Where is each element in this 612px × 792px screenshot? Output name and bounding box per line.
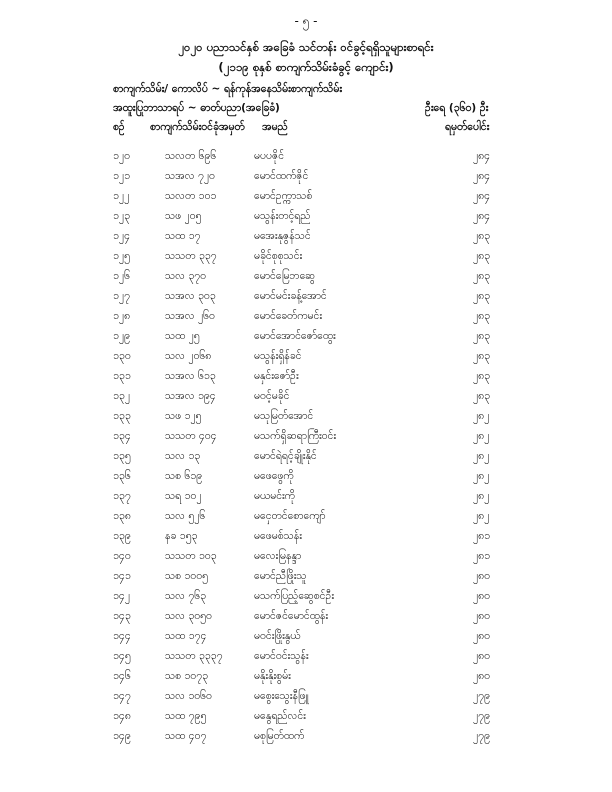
student-name: မောင်ဇင်မောင်ထွန်း [254, 610, 329, 622]
roll-number: သလ ၃၀၅၀ [165, 610, 212, 622]
page-number: - ၅ - [294, 14, 318, 28]
student-name: မောင်ခေတ်ကမင်း [254, 310, 323, 322]
roll-number: သထ ၇၉၅ [165, 710, 207, 722]
table-row [0, 450, 612, 470]
table-row [0, 550, 612, 570]
total-marks: ၂၇၉ [473, 690, 490, 702]
roll-number: သအလ ၂၆၀ [165, 310, 215, 322]
row-number: ၁၄၇ [113, 690, 131, 702]
row-number: ၁၂၄ [113, 230, 130, 242]
total-marks: ၂၈၂ [473, 450, 490, 462]
table-row [0, 170, 612, 190]
row-number: ၁၄၃ [113, 610, 131, 622]
column-header-marks: ရမှတ်ပေါင်း [445, 121, 490, 133]
student-name: မစုမြတ်ထက် [254, 730, 305, 742]
total-marks: ၂၈၃ [473, 310, 491, 322]
table-row [0, 570, 612, 590]
table-row [0, 310, 612, 330]
roll-number: သသတ ၃၃၇ [165, 250, 217, 262]
table-row [0, 230, 612, 250]
table-row [0, 290, 612, 310]
results-list [0, 150, 612, 750]
total-marks: ၂၈၀ [473, 630, 491, 642]
total-marks: ၂၈၂ [473, 510, 490, 522]
roll-number: သအလ ၁၉၄ [165, 390, 216, 402]
total-marks: ၂၈၀ [473, 570, 491, 582]
row-number: ၁၂၆ [113, 270, 130, 282]
table-row [0, 390, 612, 410]
student-name: မသက်ပြည့်ဆွေစင်ဦး [254, 590, 334, 602]
row-number: ၁၄၁ [113, 570, 131, 582]
total-marks: ၂၈၀ [473, 610, 491, 622]
total-marks: ၂၈၂ [473, 470, 490, 482]
total-marks: ၂၈၂ [473, 430, 490, 442]
total-marks: ၂၈၃ [473, 350, 491, 362]
table-row [0, 250, 612, 270]
row-number: ၁၃၅ [113, 450, 131, 462]
roll-number: သလ ၇၆၃ [165, 590, 207, 602]
row-number: ၁၃၆ [113, 470, 131, 482]
total-marks: ၂၈၂ [473, 410, 490, 422]
total-marks: ၂၈၄ [473, 150, 491, 162]
row-number: ၁၄၂ [113, 590, 130, 602]
total-marks: ၂၈၃ [473, 370, 491, 382]
column-header-name: အမည် [262, 121, 288, 133]
total-marks: ၂၈၃ [473, 270, 491, 282]
row-number: ၁၂၉ [113, 330, 130, 342]
student-name: မောင်မြေဘဆွေ [254, 270, 316, 282]
roll-number: သရ ၁၀၂ [165, 490, 202, 502]
roll-number: သဖ ၂၀၅ [165, 210, 202, 222]
table-row [0, 730, 612, 750]
student-name: မပပဇိုင် [254, 150, 285, 162]
row-number: ၁၂၈ [113, 310, 131, 322]
student-name: မငှေတင်စောကျော် [254, 510, 326, 522]
row-number: ၁၃၂ [113, 390, 130, 402]
total-marks: ၂၈၄ [473, 170, 491, 182]
table-row [0, 510, 612, 530]
student-name: မသုမြတ်အောင် [254, 410, 314, 422]
roll-number: သသတ ၃၃၃၇ [165, 650, 223, 662]
row-number: ၁၂၂ [113, 190, 130, 202]
roll-number: သအလ ၃၀၃ [165, 290, 216, 302]
total-marks: ၂၈၃ [473, 290, 491, 302]
row-number: ၁၂၁ [113, 170, 130, 182]
total-marks: ၂၇၉ [473, 730, 490, 742]
table-row [0, 270, 612, 290]
table-row [0, 650, 612, 670]
total-marks: ၂၈၀ [473, 590, 491, 602]
table-row [0, 150, 612, 170]
student-name: မအေးနုဇွန်သင် [254, 230, 311, 242]
row-number: ၁၂၇ [113, 290, 130, 302]
total-marks: ၂၈၄ [473, 190, 491, 202]
table-row [0, 490, 612, 510]
student-name: မောင်ထက်ဇိုင် [254, 170, 309, 182]
roll-number: နခ ၁၅၃ [165, 530, 198, 542]
table-row [0, 470, 612, 490]
row-number: ၁၄၉ [113, 730, 131, 742]
student-name: မနှင်းဇော်ဦး [254, 370, 299, 382]
student-name: မသွန်းရှိန်ခင် [254, 350, 302, 362]
row-number: ၁၃၁ [113, 370, 131, 382]
table-row [0, 530, 612, 550]
row-number: ၁၄၈ [113, 710, 131, 722]
row-number: ၁၂၅ [113, 250, 130, 262]
school-line: စာကျက်သိမ်း/ ကောလိပ် ~ ရန်ကုန်အနေသိမ်းစာကျက်သိမ်း [113, 83, 342, 95]
roll-number: သလတ ၁၀၁ [165, 190, 217, 202]
table-row [0, 710, 612, 730]
table-row [0, 590, 612, 610]
roll-number: သလ ၂၀၆၈ [165, 350, 212, 362]
student-name: မခိုင်စုစုသင်း [254, 250, 303, 262]
total-marks: ၂၈၃ [473, 230, 491, 242]
table-row [0, 210, 612, 230]
total-marks: ၂၇၉ [473, 710, 490, 722]
student-name: မနွေရည်လင်း [254, 710, 306, 722]
table-row [0, 670, 612, 690]
student-name: မဖေမစ်သန်း [254, 530, 302, 542]
roll-number: သစ ၁၀၇၃ [165, 670, 209, 682]
roll-number: သသတ ၁၀၃ [165, 550, 217, 562]
table-row [0, 430, 612, 450]
row-number: ၁၄၄ [113, 630, 131, 642]
student-name: မစွေးသွေးနီဖြူ [254, 690, 309, 702]
row-number: ၁၂၀ [113, 150, 130, 162]
roll-number: သအလ ၆၁၃ [165, 370, 216, 382]
roll-number: သထ ၁၇ [165, 230, 201, 242]
table-row [0, 630, 612, 650]
student-name: မဝင့်မခိုင် [254, 390, 290, 402]
row-number: ၁၃၈ [113, 510, 131, 522]
roll-number: သထ ၄၀၇ [165, 730, 207, 742]
roll-number: သအလ ၇၂၀ [165, 170, 215, 182]
table-row [0, 370, 612, 390]
student-name: မောင်ဝင်းသွန်း [254, 650, 309, 662]
row-number: ၁၂၃ [113, 210, 130, 222]
student-name: မောင်မင်းခန့်အောင် [254, 290, 327, 302]
table-row [0, 610, 612, 630]
student-name: မနိုးနိုးစွမ်း [254, 670, 291, 682]
table-row [0, 330, 612, 350]
total-marks: ၂၈၃ [473, 330, 491, 342]
student-name: မောင်အောင်ဇော်ထွေး [254, 330, 336, 342]
table-row [0, 690, 612, 710]
total-marks: ၂၈၃ [473, 390, 491, 402]
roll-number: သထ ၂၅ [165, 330, 200, 342]
roll-number: သစ ၆၁၉ [165, 470, 203, 482]
row-number: ၁၃၇ [113, 490, 131, 502]
total-marks: ၂၈၁ [473, 530, 491, 542]
student-name: မဝင်းဖြိုးနွယ် [254, 630, 301, 642]
student-name: မသက်ရှိဆရာကြီးဝင်း [254, 430, 337, 442]
student-name: မဖေဖွေကို [254, 470, 294, 482]
student-name: မောင်ရဲရင့်ချိုးနိုင် [254, 450, 317, 462]
roll-number: သလ ၅၂၆ [165, 510, 206, 522]
student-name: မောင်ဥက္ကာသစ် [254, 190, 313, 202]
row-number: ၁၃၉ [113, 530, 131, 542]
roll-number: သဖ ၁၂၅ [165, 410, 202, 422]
total-marks: ၂၈၀ [473, 650, 491, 662]
total-marks: ၂၈၄ [473, 210, 491, 222]
student-name: မလေးမြနန္ဒာ [254, 550, 302, 562]
row-number: ၁၃၀ [113, 350, 131, 362]
total-marks: ၂၈၃ [473, 250, 491, 262]
roll-number: သလ ၁၀၆၀ [165, 690, 212, 702]
row-number: ၁၄၆ [113, 670, 131, 682]
roll-number: သလတ ၆၉၆ [165, 150, 217, 162]
subject-line: အထူးပြုဘာသာရပ် ~ ဓာတ်ပညာ(အခြေခံ) [113, 102, 280, 114]
student-name: မောင်ညီဖြိုးသူ [254, 570, 307, 582]
row-number: ၁၃၃ [113, 410, 131, 422]
total-marks: ၂၈၁ [473, 550, 491, 562]
table-row [0, 190, 612, 210]
roll-number: သသတ ၄၀၄ [165, 430, 217, 442]
student-name: မသွန်းတင့်ရည် [254, 210, 311, 222]
row-number: ၁၄၅ [113, 650, 131, 662]
student-name: မယမင်းကို [254, 490, 295, 502]
row-number: ၁၃၄ [113, 430, 131, 442]
table-row [0, 410, 612, 430]
column-header-no: စဉ် [113, 121, 125, 133]
document-title: ၂၀၂၀ ပညာသင်နှစ် အခြေခံ သင်တန်း ဝင်ခွင့်ရရှိသူများစာရင်း [178, 40, 434, 54]
column-header-roll: စာကျက်သိမ်းဝင်ခုံအမှတ် [150, 121, 245, 133]
headcount-line: ဦးရေ (၃၆၀) ဦး [425, 102, 489, 114]
roll-number: သလ ၃၇၀ [165, 270, 207, 282]
roll-number: သစ ၁၀၀၅ [165, 570, 209, 582]
table-row [0, 350, 612, 370]
total-marks: ၂၈၀ [473, 670, 491, 682]
document-subtitle: (၂၁၁၉ စုနှစ် စာကျက်သိမ်းခံခွင့် ကျောင်း) [218, 60, 394, 74]
row-number: ၁၄၀ [113, 550, 131, 562]
roll-number: သထ ၁၇၄ [165, 630, 207, 642]
total-marks: ၂၈၂ [473, 490, 490, 502]
roll-number: သလ ၁၃ [165, 450, 201, 462]
